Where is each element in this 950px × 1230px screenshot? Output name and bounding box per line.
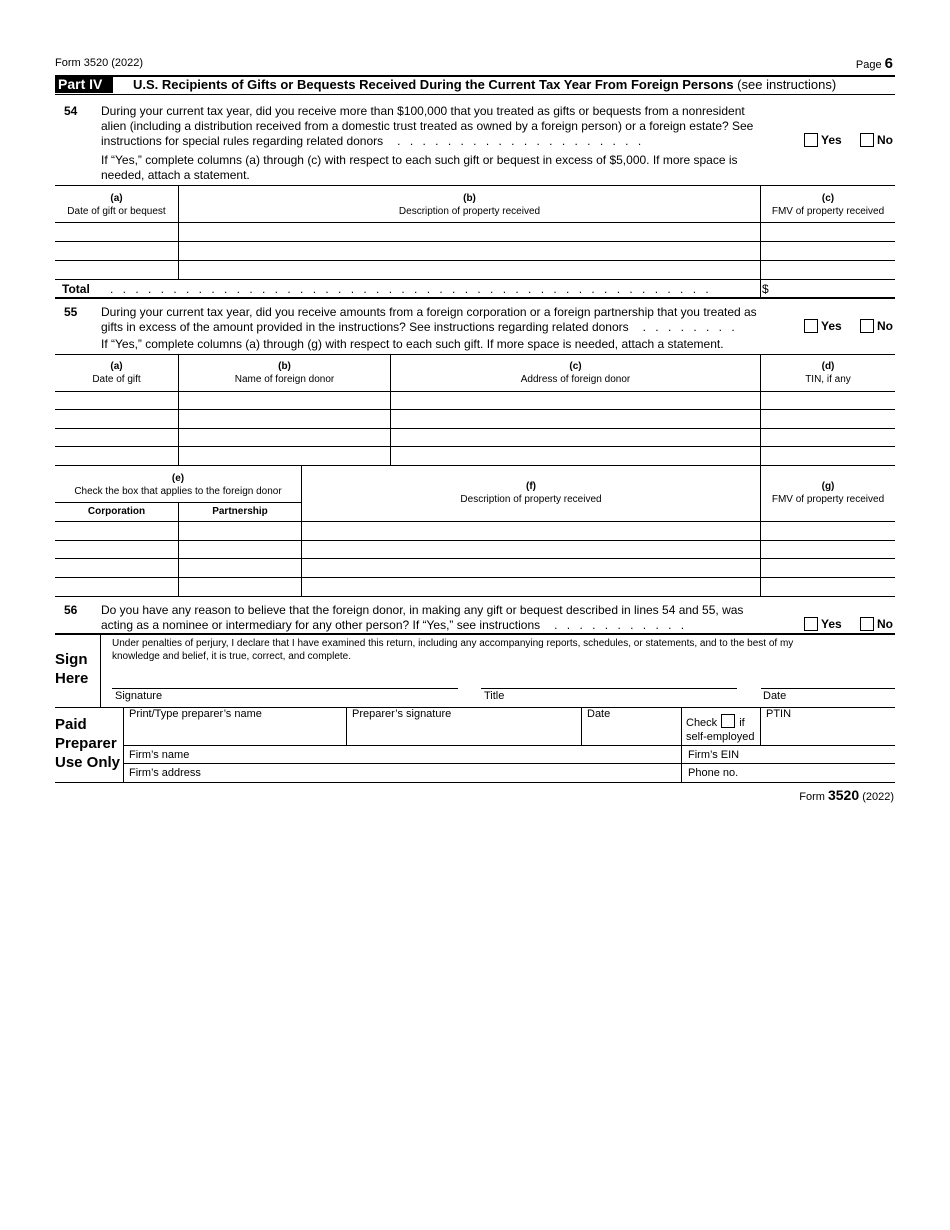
part-label: Part IV xyxy=(55,76,113,93)
q54-total-label: Total xyxy=(62,282,90,296)
ptin-field[interactable] xyxy=(763,722,893,743)
q56-yes-checkbox[interactable] xyxy=(804,617,818,631)
perjury-line2: knowledge and belief, it is true, correct, and complete. xyxy=(112,651,352,662)
q54-col-b-label: Description of property received xyxy=(398,206,541,217)
title-line xyxy=(481,688,737,689)
q55-col-f-label: Description of property received xyxy=(460,494,602,505)
sign-label-1: Sign xyxy=(55,651,88,668)
q54-col-c-label: FMV of property received xyxy=(771,206,885,217)
q56-text xyxy=(101,603,801,633)
q55-col-b-letter: (b) xyxy=(278,361,291,372)
q55-col-f-letter: (f) xyxy=(526,481,536,492)
q56-line2-text: acting as a nominee or intermediary for any other person? If “Yes,” see instructions xyxy=(101,618,541,632)
q54-number: 54 xyxy=(64,104,78,118)
q54-total-dots: . . . . . . . . . . . . . . . . . . . . . . . . . . . . . . . . . . . . . . . . . . . . . . . . xyxy=(110,282,712,296)
q55-col-d-header xyxy=(761,360,895,386)
prep-sig-label: Preparer’s signature xyxy=(352,708,452,720)
footer-number: 3520 xyxy=(827,787,860,803)
preparer-label-3: Use Only xyxy=(55,754,121,771)
prep-date-field[interactable] xyxy=(584,722,679,743)
q55-dots: . . . . . . . . xyxy=(642,320,738,334)
q55-col-c-header xyxy=(391,360,760,386)
q55-col-d-label: TIN, if any xyxy=(805,374,851,385)
preparer-bottom-rule xyxy=(55,782,895,783)
perjury-statement xyxy=(112,637,892,663)
signature-label: Signature xyxy=(115,690,163,702)
phone-field[interactable] xyxy=(745,765,893,780)
q56-no-label: No xyxy=(877,617,893,631)
preparer-vline xyxy=(760,707,761,745)
part-title-text: U.S. Recipients of Gifts or Bequests Received During the Current Tax Year From Foreign Persons xyxy=(133,77,734,92)
q55-col-a-letter: (a) xyxy=(110,361,123,372)
sign-here-label xyxy=(55,650,88,688)
q54-note2: needed, attach a statement. xyxy=(101,168,250,182)
q54-table-top xyxy=(55,185,895,186)
footer-form: Form xyxy=(799,791,825,803)
q55-t2-row-line xyxy=(55,521,895,522)
q54-col-b-letter: (b) xyxy=(463,193,476,204)
firm-address-label: Firm’s address xyxy=(129,767,201,779)
q54-bottom-rule xyxy=(55,297,895,299)
q54-yes-checkbox[interactable] xyxy=(804,133,818,147)
page-text: Page xyxy=(855,59,882,71)
q55-col-e-label: Check the box that applies to the foreign donor xyxy=(74,486,282,497)
signature-field[interactable] xyxy=(112,664,458,688)
q54-text xyxy=(101,104,801,149)
self-employed-checkbox[interactable] xyxy=(721,714,735,728)
q55-t2-row-line xyxy=(55,540,895,541)
q55-col-g-header xyxy=(761,480,895,506)
q56-line1: Do you have any reason to believe that the foreign donor, in making any gift or bequest described in lines 54 and 55, was xyxy=(101,603,744,617)
q55-col-e-corporation: Corporation xyxy=(87,506,146,517)
firm-ein-label: Firm’s EIN xyxy=(688,749,740,761)
q55-no-checkbox[interactable] xyxy=(860,319,874,333)
q54-line2: alien (including a distribution received from a domestic trust treated as owned by a foreign person) or a foreign estate? See xyxy=(101,119,754,133)
q55-col-a-header xyxy=(55,360,178,386)
phone-label: Phone no. xyxy=(688,767,739,779)
q55-t1-row-line xyxy=(55,428,895,429)
q56-no-checkbox[interactable] xyxy=(860,617,874,631)
q55-t1-row-line xyxy=(55,446,895,447)
q54-col-c-header xyxy=(761,192,895,218)
q54-col-a-letter: (a) xyxy=(110,193,123,204)
footer-year: (2022) xyxy=(862,791,894,803)
preparer-label-2: Preparer xyxy=(55,735,117,752)
q54-vline-1 xyxy=(178,185,179,279)
preparer-vline xyxy=(346,707,347,745)
q54-line3 xyxy=(101,134,801,149)
q54-total-dollar: $ xyxy=(762,282,769,296)
q56-yes-label: Yes xyxy=(821,617,842,631)
sign-date-label: Date xyxy=(763,690,787,702)
self-employed-row xyxy=(686,712,754,730)
sign-vline xyxy=(100,634,101,707)
preparer-label-1: Paid xyxy=(55,716,87,733)
q55-col-d-letter: (d) xyxy=(821,361,835,372)
q55-t2-row-line xyxy=(55,577,895,578)
footer-form-label xyxy=(799,787,894,803)
q54-note1: If “Yes,” complete columns (a) through (c) with respect to each such gift or bequest in excess of $5,000. If more space is xyxy=(101,153,738,167)
q55-col-a-label: Date of gift xyxy=(92,374,141,385)
q55-t2-vline xyxy=(178,502,179,596)
q55-t1-bottom xyxy=(55,465,895,466)
part-rule xyxy=(55,94,895,95)
q54-no-checkbox[interactable] xyxy=(860,133,874,147)
q55-col-f-header xyxy=(302,480,760,506)
q55-line2-text: gifts in excess of the amount provided in the instructions? See instructions regarding related donors xyxy=(101,320,629,334)
q54-dots: . . . . . . . . . . . . . . . . . . . . xyxy=(397,134,645,148)
q54-no-label: No xyxy=(877,133,893,147)
part-title xyxy=(133,77,836,93)
q55-note1: If “Yes,” complete columns (a) through (g) with respect to each such gift. If more space is needed, attach a statement. xyxy=(101,337,724,351)
q55-text xyxy=(101,305,801,335)
page-number: 6 xyxy=(884,55,893,72)
if-label: if xyxy=(739,717,745,729)
page-label xyxy=(856,55,893,72)
q55-col-e-partnership: Partnership xyxy=(212,506,268,517)
q54-yes-label: Yes xyxy=(821,133,842,147)
q54-total-input[interactable] xyxy=(770,280,894,297)
sign-date-line xyxy=(761,688,895,689)
q55-t1-row-line xyxy=(55,409,895,410)
q55-t1-row-line xyxy=(55,391,895,392)
ptin-label: PTIN xyxy=(766,708,792,720)
q54-line1: During your current tax year, did you receive more than $100,000 that you treated as gifts or bequests from a nonresident xyxy=(101,104,745,118)
q56-number: 56 xyxy=(64,603,78,617)
self-employed-check xyxy=(686,712,754,744)
q55-number: 55 xyxy=(64,305,78,319)
q55-yes-label: Yes xyxy=(821,319,842,333)
q55-col-e-letter: (e) xyxy=(171,473,185,484)
q56-bottom-rule xyxy=(55,633,895,635)
q54-col-b-header xyxy=(179,192,760,218)
preparer-row-rule xyxy=(123,763,895,764)
q55-yes-checkbox[interactable] xyxy=(804,319,818,333)
q55-col-g-letter: (g) xyxy=(821,481,835,492)
title-label: Title xyxy=(484,690,505,702)
q55-t2-row-line xyxy=(55,558,895,559)
q54-col-a-header xyxy=(55,192,178,218)
q54-col-c-letter: (c) xyxy=(821,193,835,204)
q55-col-b-header xyxy=(179,360,390,386)
q55-col-g-label: FMV of property received xyxy=(771,494,885,505)
q55-table1-top xyxy=(55,354,895,355)
check-label: Check xyxy=(686,717,718,729)
title-field[interactable] xyxy=(481,664,737,688)
signature-line xyxy=(112,688,458,689)
perjury-line1: Under penalties of perjury, I declare that I have examined this return, including any accompanying reports, schedules, or statements, and to the best of my xyxy=(112,638,794,649)
self-employed-label: self-employed xyxy=(686,731,755,743)
q55-t2-bottom xyxy=(55,596,895,597)
q54-row-line xyxy=(55,279,895,280)
sign-date-field[interactable] xyxy=(761,664,895,688)
prep-date-label: Date xyxy=(587,708,611,720)
q54-line3-text: instructions for special rules regarding related donors xyxy=(101,134,384,148)
preparer-label xyxy=(55,715,120,772)
sign-label-2: Here xyxy=(55,670,89,687)
q54-row-line xyxy=(55,241,895,242)
firm-ein-field[interactable] xyxy=(745,747,893,762)
q54-row-line xyxy=(55,222,895,223)
firm-name-label: Firm’s name xyxy=(129,749,190,761)
q55-col-e-header xyxy=(55,472,301,498)
q54-note xyxy=(101,153,795,183)
q55-col-c-label: Address of foreign donor xyxy=(520,374,631,385)
firm-name-field[interactable] xyxy=(200,747,678,762)
preparer-row-rule xyxy=(123,745,895,746)
prep-sig-field[interactable] xyxy=(349,722,579,743)
form-label: Form 3520 (2022) xyxy=(55,57,144,69)
q55-col-b-label: Name of foreign donor xyxy=(234,374,335,385)
preparer-vline xyxy=(581,707,582,745)
q55-line2 xyxy=(101,320,801,335)
print-name-field[interactable] xyxy=(126,722,344,743)
q56-dots: . . . . . . . . . . . xyxy=(554,618,688,632)
q55-col-c-letter: (c) xyxy=(569,361,582,372)
q56-line2 xyxy=(101,618,801,633)
q54-row-line xyxy=(55,260,895,261)
q55-no-label: No xyxy=(877,319,893,333)
firm-address-field[interactable] xyxy=(210,765,678,780)
q55-line1: During your current tax year, did you receive amounts from a foreign corporation or a foreign partnership that you treated as xyxy=(101,305,757,319)
part-title-suffix: (see instructions) xyxy=(733,77,837,92)
print-name-label: Print/Type preparer’s name xyxy=(129,708,262,720)
q54-col-a-label: Date of gift or bequest xyxy=(67,206,166,217)
